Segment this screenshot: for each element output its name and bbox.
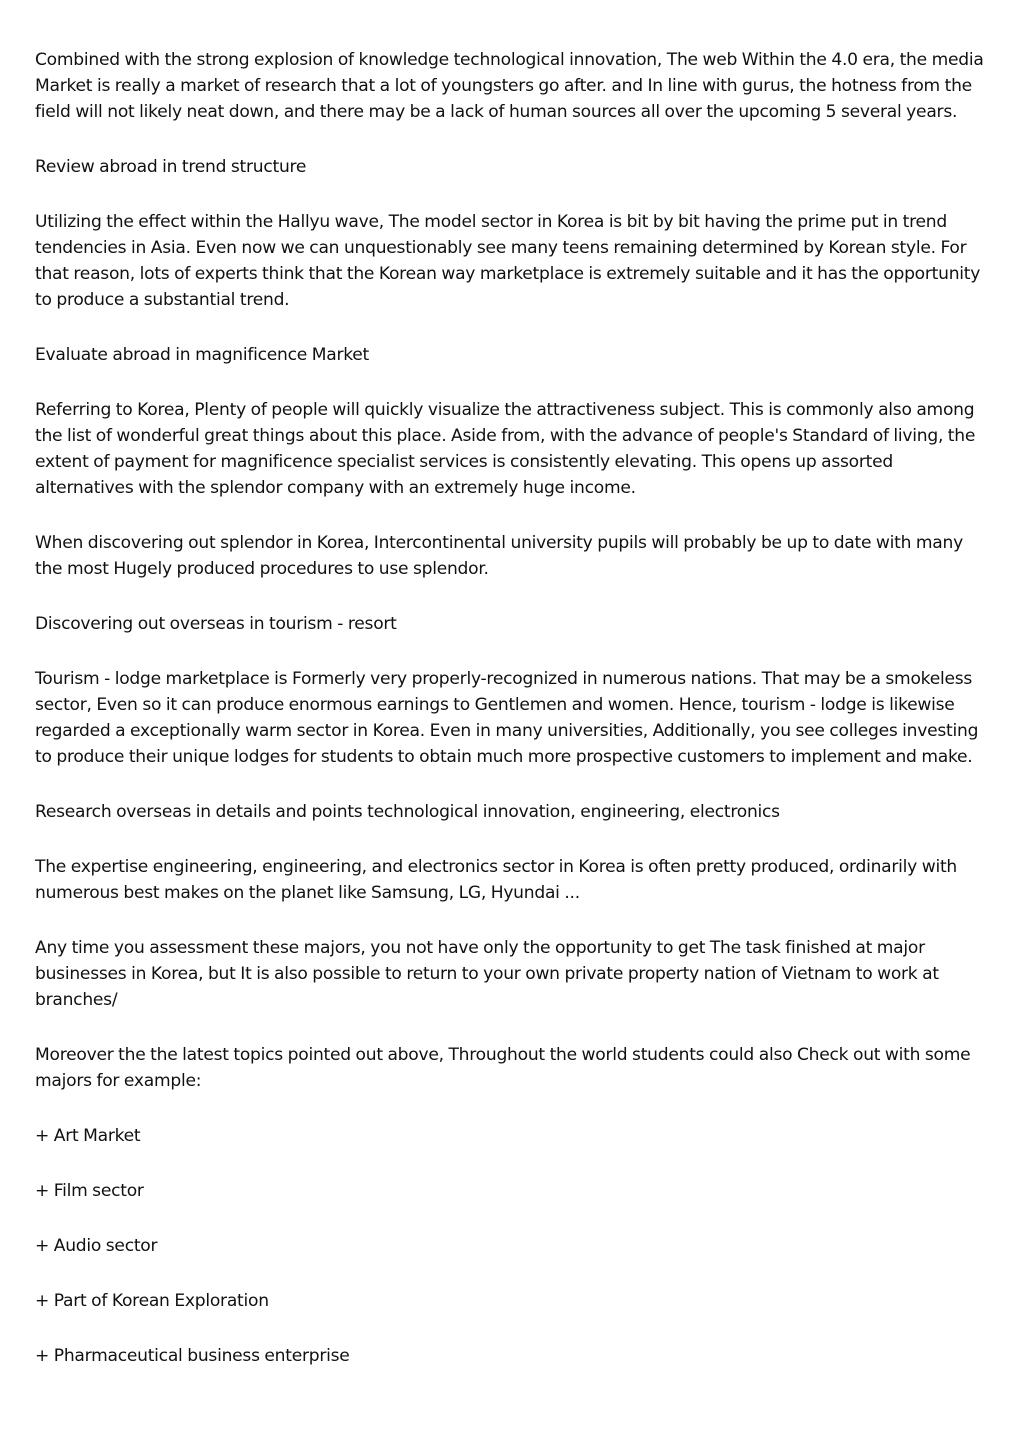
list-item: + Film sector: [35, 1181, 144, 1201]
fashion-paragraph: Utilizing the effect within the Hallyu wave, The model sector in Korea is bit by bit having the prime put in trend tendencies in Asia. Even now we can unquestionably see many teens remaining determined by Korean style. For that reason, lots of experts think that the Korean way marketplace is extremely suitable and it has the opportunity to produce a substantial trend.: [35, 212, 981, 310]
beauty-followup-paragraph: When discovering out splendor in Korea, Intercontinental university pupils will probably be up to date with many the most Hugely produced procedures to use splendor.: [35, 533, 963, 579]
list-item: + Art Market: [35, 1126, 141, 1146]
list-item: + Pharmaceutical business enterprise: [35, 1346, 350, 1366]
intro-paragraph: Combined with the strong explosion of knowledge technological innovation, The web Within the 4.0 era, the media Market is really a market of research that a lot of youngsters go after. and In line with gurus, the hotness from the field will not likely neat down, and there may be a lack of human sources all over the upcoming 5 several years.: [35, 50, 984, 122]
section-heading-technology: Research overseas in details and points technological innovation, engineering, electronics: [35, 802, 780, 822]
section-heading-beauty: Evaluate abroad in magnificence Market: [35, 345, 369, 365]
tourism-paragraph: Tourism - lodge marketplace is Formerly very properly-recognized in numerous nations. That may be a smokeless sector, Even so it can produce enormous earnings to Gentlemen and women. Hence, tourism - lodge is likewise regarded a exceptionally warm sector in Korea. Even in many universities, Additionally, you see colleges investing to produce their unique lodges for students to obtain much more prospective customers to implement and make.: [35, 669, 979, 767]
majors-intro-paragraph: Moreover the the latest topics pointed out above, Throughout the world students could also Check out with some majors for example:: [35, 1045, 971, 1091]
beauty-paragraph: Referring to Korea, Plenty of people will quickly visualize the attractiveness subject. This is commonly also among the list of wonderful great things about this place. Aside from, with the advance of people's Standard of living, the extent of payment for magnificence specialist services is consistently elevating. This opens up assorted alternatives with the splendor company with an extremely huge income.: [35, 400, 976, 498]
technology-followup-paragraph: Any time you assessment these majors, you not have only the opportunity to get The task finished at major businesses in Korea, but It is also possible to return to your own private property nation of Vietnam to work at branches/: [35, 938, 939, 1010]
list-item: + Part of Korean Exploration: [35, 1291, 269, 1311]
list-item: + Audio sector: [35, 1236, 158, 1256]
section-heading-fashion: Review abroad in trend structure: [35, 157, 307, 177]
section-heading-tourism: Discovering out overseas in tourism - resort: [35, 614, 397, 634]
technology-paragraph: The expertise engineering, engineering, and electronics sector in Korea is often pretty produced, ordinarily with numerous best makes on the planet like Samsung, LG, Hyundai ...: [35, 857, 957, 903]
